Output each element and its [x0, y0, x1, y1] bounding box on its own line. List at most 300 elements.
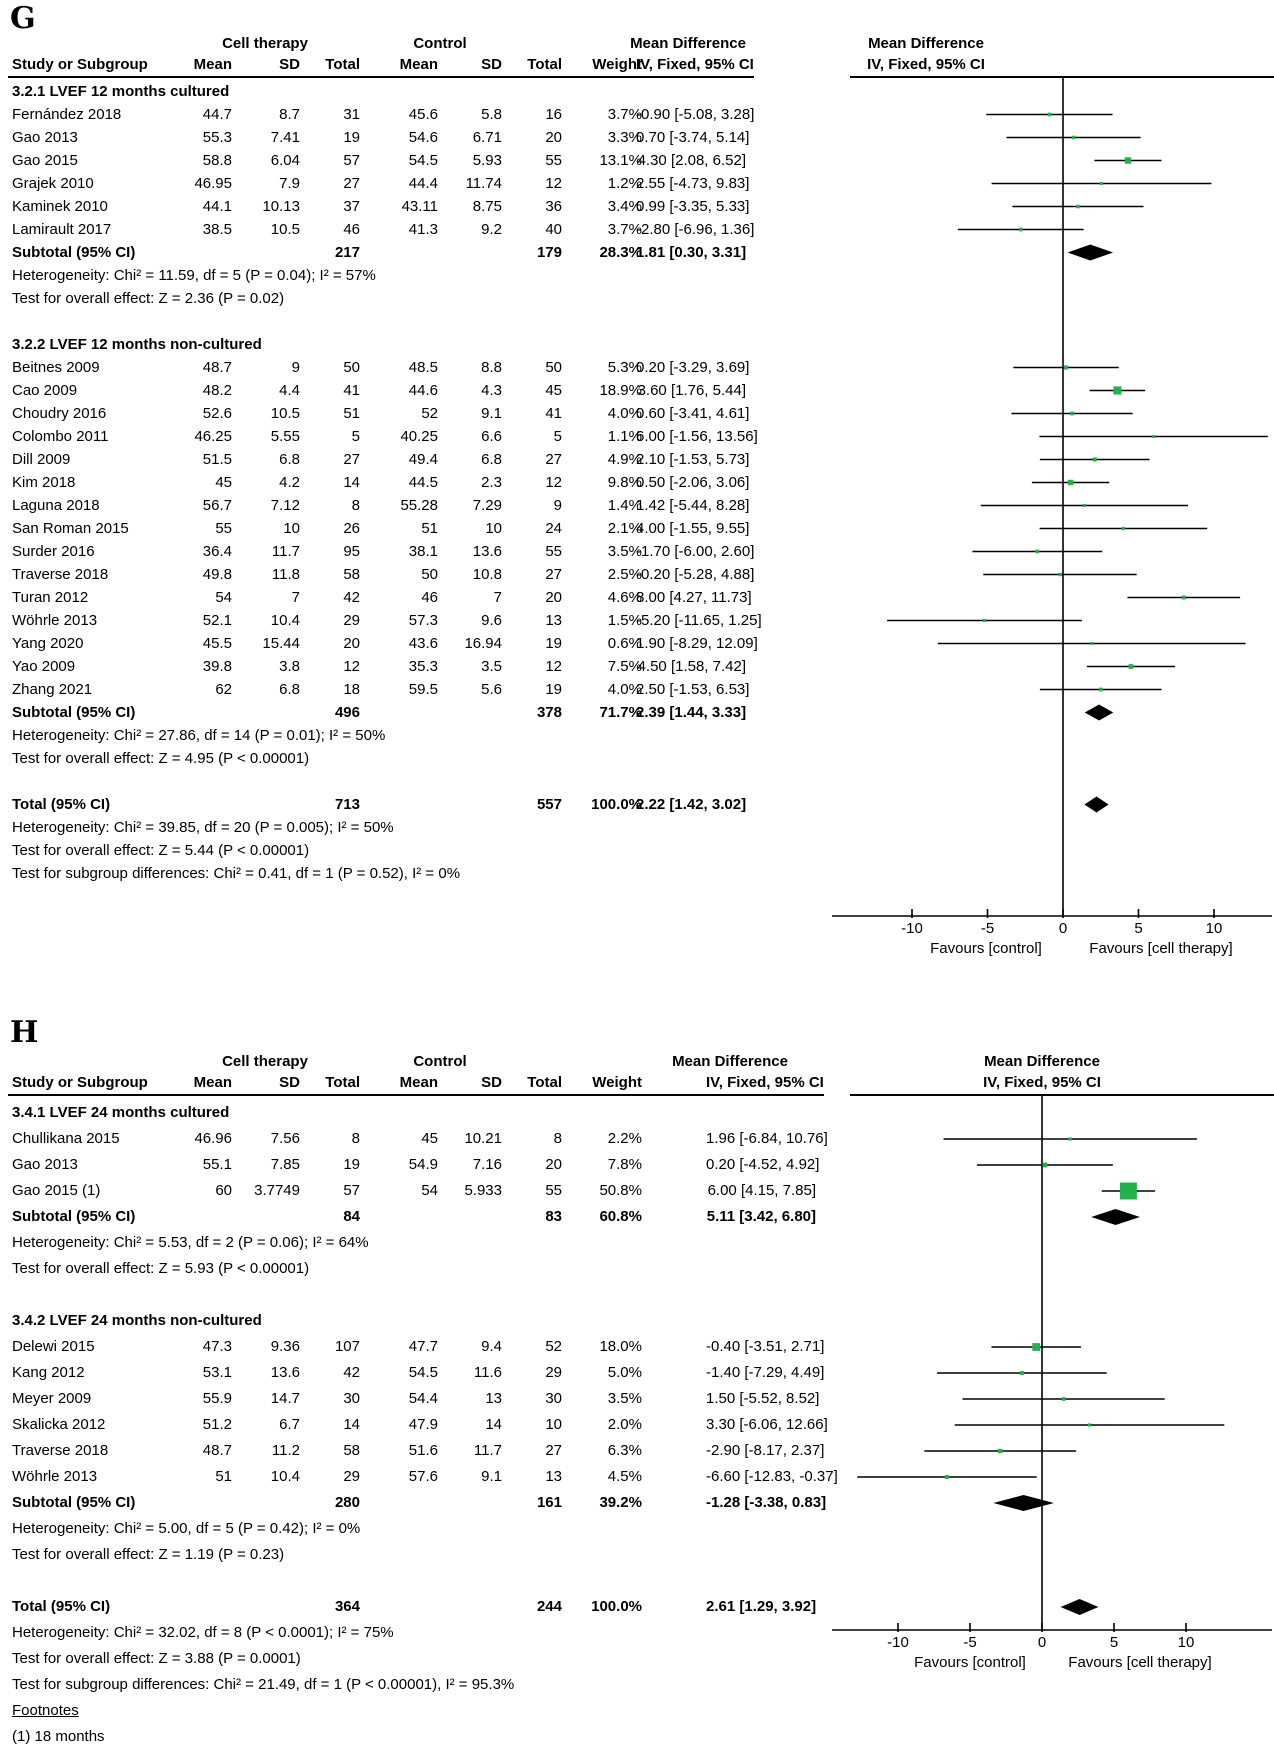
effect-marker: [1093, 457, 1097, 461]
cell-total2: 557: [536, 796, 562, 813]
effect-marker: [1062, 1397, 1066, 1401]
cell-sd2: 4.3: [481, 382, 502, 399]
cell-sd1: 7.56: [270, 1130, 300, 1147]
cell-sd1: 3.8: [279, 658, 300, 675]
cell-total2: 161: [536, 1494, 562, 1511]
col-header-sd1: SD: [279, 1074, 300, 1091]
cell-ci: -5.20 [-11.65, 1.25]: [636, 612, 762, 629]
cell-weight: 7.5%: [607, 658, 642, 675]
study-name: Gao 2013: [12, 129, 78, 146]
stats-note: (1) 18 months: [12, 1728, 105, 1745]
cell-weight: 6.3%: [607, 1442, 642, 1459]
cell-total2: 55: [545, 152, 562, 169]
group-header-control: Control: [413, 35, 467, 52]
cell-mean1: 60: [215, 1182, 232, 1199]
cell-total1: 31: [343, 106, 360, 123]
cell-weight: 3.5%: [607, 1390, 642, 1407]
cell-mean1: 56.7: [202, 497, 232, 514]
col-header-sd2: SD: [481, 1074, 502, 1091]
plot-header-rule: [850, 1094, 1274, 1096]
cell-sd2: 11.74: [465, 175, 502, 192]
cell-sd1: 10.4: [270, 612, 300, 629]
cell-sd1: 15.44: [262, 635, 300, 652]
effect-marker: [1088, 1423, 1091, 1426]
cell-total1: 50: [343, 359, 360, 376]
cell-weight: 4.9%: [607, 451, 642, 468]
cell-ci: 1.50 [-5.52, 8.52]: [706, 1390, 820, 1407]
cell-sd1: 5.55: [270, 428, 300, 445]
cell-weight: 2.0%: [607, 1416, 642, 1433]
panel-label-g: G: [10, 1, 36, 36]
cell-sd1: 3.7749: [254, 1182, 300, 1199]
cell-sd2: 11.7: [473, 1442, 502, 1459]
cell-mean1: 62: [215, 681, 232, 698]
cell-sd1: 6.8: [279, 451, 300, 468]
cell-mean2: 54.5: [408, 1364, 438, 1381]
cell-mean2: 44.4: [408, 175, 438, 192]
cell-total2: 20: [545, 589, 562, 606]
cell-ci: 1.96 [-6.84, 10.76]: [706, 1130, 828, 1147]
cell-total2: 45: [545, 382, 562, 399]
cell-weight: 18.0%: [599, 1338, 642, 1355]
cell-total1: 8: [351, 1130, 360, 1147]
cell-total1: 27: [343, 175, 360, 192]
cell-sd1: 9.36: [270, 1338, 300, 1355]
cell-mean1: 49.8: [202, 566, 232, 583]
stats-note: Test for overall effect: Z = 4.95 (P < 0.00001): [12, 750, 310, 767]
cell-ci: 2.55 [-4.73, 9.83]: [636, 175, 750, 192]
group-header-cell-therapy: Cell therapy: [222, 1053, 308, 1070]
study-name: Turan 2012: [12, 589, 89, 606]
cell-total1: 5: [351, 428, 360, 445]
effect-marker: [1152, 435, 1155, 438]
effect-marker: [1069, 1137, 1072, 1140]
cell-total2: 13: [545, 612, 562, 629]
cell-total2: 40: [545, 221, 562, 238]
cell-ci: 1.90 [-8.29, 12.09]: [636, 635, 758, 652]
cell-mean2: 54.4: [408, 1390, 438, 1407]
cell-mean2: 41.3: [408, 221, 438, 238]
cell-sd2: 14: [485, 1416, 502, 1433]
cell-sd1: 14.7: [270, 1390, 300, 1407]
cell-mean2: 50: [421, 566, 438, 583]
cell-mean1: 52.6: [202, 405, 232, 422]
stats-note: Heterogeneity: Chi² = 5.53, df = 2 (P = 0.06); I² = 64%: [12, 1234, 369, 1251]
col-header-mean1: Mean: [193, 56, 232, 73]
subgroup-heading: 3.2.1 LVEF 12 months cultured: [12, 83, 230, 100]
cell-sd2: 7.16: [472, 1156, 502, 1173]
cell-sd2: 6.8: [481, 451, 502, 468]
cell-mean2: 43.6: [408, 635, 438, 652]
pooled-diamond: [1068, 245, 1113, 261]
cell-sd1: 6.8: [279, 681, 300, 698]
cell-mean2: 54.5: [408, 152, 438, 169]
cell-mean1: 55.3: [202, 129, 232, 146]
study-name: Kang 2012: [12, 1364, 85, 1381]
cell-mean2: 38.1: [408, 543, 438, 560]
study-name: San Roman 2015: [12, 520, 129, 537]
cell-mean1: 51.2: [202, 1416, 232, 1433]
study-name: Kaminek 2010: [12, 198, 108, 215]
cell-total2: 36: [545, 198, 562, 215]
study-name: Choudry 2016: [12, 405, 107, 422]
cell-ci: 0.20 [-4.52, 4.92]: [706, 1156, 820, 1173]
cell-sd1: 7: [291, 589, 300, 606]
cell-total2: 12: [545, 658, 562, 675]
cell-total2: 20: [545, 1156, 562, 1173]
effect-marker: [983, 619, 986, 622]
cell-sd1: 7.85: [270, 1156, 300, 1173]
study-name: Traverse 2018: [12, 566, 109, 583]
study-name: Fernández 2018: [12, 106, 122, 123]
cell-weight: 3.7%: [607, 106, 642, 123]
cell-total2: 52: [545, 1338, 562, 1355]
effect-marker: [1129, 664, 1134, 669]
cell-sd2: 10.21: [464, 1130, 502, 1147]
cell-sd2: 7: [493, 589, 502, 606]
study-name: Wöhrle 2013: [12, 1468, 98, 1485]
cell-total1: 364: [334, 1598, 360, 1615]
effect-measure-header-plot: Mean Difference: [868, 35, 984, 52]
effect-marker: [1070, 412, 1074, 416]
cell-total1: 51: [343, 405, 360, 422]
panel-label-h: H: [10, 1015, 39, 1050]
effect-measure-header-text: Mean Difference: [672, 1053, 788, 1070]
stats-note: Heterogeneity: Chi² = 27.86, df = 14 (P = 0.01); I² = 50%: [12, 727, 386, 744]
cell-sd1: 4.4: [279, 382, 300, 399]
cell-sd2: 9.6: [481, 612, 502, 629]
cell-sd2: 7.29: [472, 497, 502, 514]
group-header-control: Control: [413, 1053, 467, 1070]
study-name: Gao 2015 (1): [12, 1182, 101, 1199]
cell-mean1: 48.7: [202, 359, 232, 376]
stats-note: Heterogeneity: Chi² = 32.02, df = 8 (P < 0.0001); I² = 75%: [12, 1624, 394, 1641]
cell-mean1: 55.1: [202, 1156, 232, 1173]
subgroup-heading: 3.4.2 LVEF 24 months non-cultured: [12, 1312, 262, 1329]
cell-sd2: 9.1: [481, 405, 502, 422]
col-header-total1: Total: [325, 56, 360, 73]
col-header-sd1: SD: [279, 56, 300, 73]
cell-ci: -0.90 [-5.08, 3.28]: [636, 106, 755, 123]
cell-mean1: 55: [215, 520, 232, 537]
cell-sd2: 16.94: [464, 635, 502, 652]
effect-marker: [1120, 1183, 1137, 1200]
cell-total1: 41: [343, 382, 360, 399]
study-name: Lamirault 2017: [12, 221, 112, 238]
cell-sd2: 3.5: [481, 658, 502, 675]
effect-marker: [1036, 550, 1040, 554]
cell-total2: 12: [545, 474, 562, 491]
cell-mean1: 46.25: [194, 428, 232, 445]
cell-ci: 2.22 [1.42, 3.02]: [636, 796, 747, 813]
cell-mean1: 51.5: [202, 451, 232, 468]
cell-ci: 0.50 [-2.06, 3.06]: [636, 474, 750, 491]
favours-right-label: Favours [cell therapy]: [1068, 1654, 1212, 1671]
cell-mean1: 46.96: [194, 1130, 232, 1147]
effect-marker: [1042, 1163, 1047, 1168]
cell-mean2: 45.6: [408, 106, 438, 123]
cell-total2: 27: [545, 566, 562, 583]
cell-total2: 20: [545, 129, 562, 146]
cell-weight: 4.0%: [607, 681, 642, 698]
cell-mean1: 51: [215, 1468, 232, 1485]
pooled-diamond: [1085, 705, 1114, 721]
cell-mean2: 51: [421, 520, 438, 537]
cell-ci: -1.28 [-3.38, 0.83]: [706, 1494, 827, 1511]
cell-mean2: 48.5: [408, 359, 438, 376]
effect-marker: [1100, 182, 1103, 185]
subtotal-label: Subtotal (95% CI): [12, 1208, 136, 1225]
cell-sd2: 8.75: [472, 198, 502, 215]
cell-total1: 84: [343, 1208, 360, 1225]
cell-weight: 9.8%: [607, 474, 642, 491]
cell-weight: 100.0%: [591, 1598, 642, 1615]
cell-sd1: 11.7: [271, 543, 300, 560]
cell-weight: 5.3%: [607, 359, 642, 376]
cell-mean1: 58.8: [202, 152, 232, 169]
axis-tick-label: -5: [980, 920, 995, 937]
cell-mean1: 45.5: [202, 635, 232, 652]
cell-weight: 71.7%: [599, 704, 642, 721]
cell-mean2: 45: [421, 1130, 438, 1147]
cell-total1: 29: [343, 612, 360, 629]
stats-note: Test for subgroup differences: Chi² = 21.49, df = 1 (P < 0.00001), I² = 95.3%: [12, 1676, 515, 1693]
stats-note: Heterogeneity: Chi² = 5.00, df = 5 (P = 0.42); I² = 0%: [12, 1520, 361, 1537]
study-name: Meyer 2009: [12, 1390, 92, 1407]
stats-note: Test for overall effect: Z = 1.19 (P = 0.23): [12, 1546, 285, 1563]
effect-measure-header-text: Mean Difference: [630, 35, 746, 52]
col-header-total2: Total: [527, 1074, 562, 1091]
effect-marker: [1099, 688, 1103, 692]
effect-marker: [1122, 527, 1125, 530]
cell-total2: 83: [545, 1208, 562, 1225]
study-name: Colombo 2011: [12, 428, 109, 445]
cell-total2: 5: [553, 428, 562, 445]
cell-total1: 8: [351, 497, 360, 514]
total-label: Total (95% CI): [12, 796, 111, 813]
cell-weight: 3.3%: [607, 129, 642, 146]
cell-sd1: 11.2: [271, 1442, 300, 1459]
cell-sd1: 8.7: [279, 106, 300, 123]
cell-total2: 13: [545, 1468, 562, 1485]
cell-mean1: 36.4: [202, 543, 232, 560]
cell-mean2: 40.25: [400, 428, 438, 445]
study-name: Gao 2015: [12, 152, 78, 169]
cell-mean2: 35.3: [408, 658, 438, 675]
cell-weight: 2.2%: [607, 1130, 642, 1147]
subtotal-label: Subtotal (95% CI): [12, 704, 136, 721]
cell-weight: 1.2%: [607, 175, 642, 192]
cell-sd2: 2.3: [481, 474, 502, 491]
cell-total2: 27: [545, 1442, 562, 1459]
cell-sd1: 10.4: [270, 1468, 300, 1485]
cell-total2: 9: [553, 497, 562, 514]
cell-total1: 29: [343, 1468, 360, 1485]
cell-ci: 4.00 [-1.55, 9.55]: [636, 520, 750, 537]
cell-ci: -0.20 [-5.28, 4.88]: [636, 566, 755, 583]
study-name: Dill 2009: [12, 451, 71, 468]
cell-total1: 58: [343, 1442, 360, 1459]
cell-ci: -2.90 [-8.17, 2.37]: [706, 1442, 825, 1459]
cell-total1: 20: [343, 635, 360, 652]
cell-mean2: 51.6: [408, 1442, 438, 1459]
footnotes-heading: Footnotes: [12, 1702, 79, 1719]
col-header-weight: Weight: [592, 1074, 642, 1091]
study-name: Laguna 2018: [12, 497, 100, 514]
col-header-mean1: Mean: [193, 1074, 232, 1091]
cell-total1: 27: [343, 451, 360, 468]
axis-tick-label: 0: [1058, 920, 1068, 937]
cell-sd2: 5.8: [481, 106, 502, 123]
cell-ci: 3.60 [1.76, 5.44]: [637, 382, 746, 399]
cell-ci: 1.42 [-5.44, 8.28]: [636, 497, 750, 514]
cell-ci: 3.30 [-6.06, 12.66]: [706, 1416, 828, 1433]
cell-weight: 3.7%: [607, 221, 642, 238]
cell-mean1: 45: [215, 474, 232, 491]
study-name: Wöhrle 2013: [12, 612, 98, 629]
cell-mean1: 52.1: [202, 612, 232, 629]
cell-ci: 2.61 [1.29, 3.92]: [706, 1598, 817, 1615]
cell-weight: 5.0%: [607, 1364, 642, 1381]
col-header-mean2: Mean: [399, 1074, 438, 1091]
cell-weight: 3.5%: [607, 543, 642, 560]
effect-marker: [1019, 228, 1023, 232]
cell-sd1: 13.6: [270, 1364, 300, 1381]
effect-marker: [1090, 642, 1093, 645]
effect-marker: [1048, 113, 1052, 117]
stats-note: Test for overall effect: Z = 5.93 (P < 0.00001): [12, 1260, 310, 1277]
plot-header-ci: IV, Fixed, 95% CI: [983, 1074, 1101, 1091]
cell-weight: 1.4%: [607, 497, 642, 514]
plot-header-ci: IV, Fixed, 95% CI: [867, 56, 985, 73]
cell-total2: 55: [545, 543, 562, 560]
cell-weight: 2.5%: [607, 566, 642, 583]
axis-tick-label: -5: [963, 1634, 977, 1651]
cell-mean2: 47.7: [408, 1338, 438, 1355]
cell-total2: 19: [545, 635, 562, 652]
cell-ci: 4.50 [1.58, 7.42]: [637, 658, 746, 675]
cell-sd1: 10: [283, 520, 300, 537]
effect-marker: [1113, 386, 1121, 394]
effect-marker: [1058, 573, 1061, 576]
study-name: Delewi 2015: [12, 1338, 95, 1355]
cell-mean1: 48.2: [202, 382, 232, 399]
cell-sd2: 9.4: [481, 1338, 502, 1355]
effect-marker: [998, 1449, 1002, 1453]
study-name: Beitnes 2009: [12, 359, 100, 376]
col-header-study: Study or Subgroup: [12, 56, 148, 73]
col-header-ci: IV, Fixed, 95% CI: [636, 56, 754, 73]
cell-sd2: 8.8: [481, 359, 502, 376]
axis-tick-label: 5: [1109, 1634, 1119, 1651]
cell-sd1: 10.13: [262, 198, 300, 215]
cell-ci: 0.20 [-3.29, 3.69]: [636, 359, 750, 376]
cell-total2: 10: [545, 1416, 562, 1433]
cell-sd2: 11.6: [473, 1364, 502, 1381]
effect-marker: [1064, 365, 1068, 369]
cell-total1: 26: [343, 520, 360, 537]
table-header-rule: [8, 1094, 824, 1096]
cell-ci: -1.40 [-7.29, 4.49]: [706, 1364, 825, 1381]
effect-marker: [1125, 157, 1131, 163]
cell-sd2: 6.6: [481, 428, 502, 445]
cell-total1: 18: [343, 681, 360, 698]
study-name: Traverse 2018: [12, 1442, 109, 1459]
cell-mean1: 55.9: [202, 1390, 232, 1407]
cell-mean2: 44.6: [408, 382, 438, 399]
cell-mean2: 44.5: [408, 474, 438, 491]
cell-total2: 50: [545, 359, 562, 376]
effect-marker: [1032, 1343, 1040, 1351]
cell-mean1: 46.95: [194, 175, 232, 192]
col-header-weight: Weight: [592, 56, 642, 73]
cell-weight: 18.9%: [599, 382, 642, 399]
cell-weight: 13.1%: [599, 152, 642, 169]
cell-total2: 30: [545, 1390, 562, 1407]
cell-total2: 16: [545, 106, 562, 123]
cell-total2: 8: [553, 1130, 562, 1147]
cell-weight: 1.1%: [607, 428, 642, 445]
cell-total1: 217: [334, 244, 360, 261]
cell-mean1: 44.1: [202, 198, 232, 215]
cell-total1: 19: [343, 129, 360, 146]
cell-sd2: 5.93: [472, 152, 502, 169]
cell-sd1: 10.5: [270, 405, 300, 422]
cell-sd1: 9: [291, 359, 300, 376]
cell-sd1: 7.41: [270, 129, 300, 146]
favours-left-label: Favours [control]: [914, 1654, 1026, 1671]
cell-sd2: 5.933: [464, 1182, 502, 1199]
cell-total1: 95: [343, 543, 360, 560]
cell-total2: 179: [536, 244, 562, 261]
effect-marker: [1072, 136, 1076, 140]
table-header-rule: [8, 76, 754, 78]
cell-mean2: 43.11: [401, 198, 438, 215]
cell-mean2: 49.4: [408, 451, 438, 468]
cell-weight: 4.0%: [607, 405, 642, 422]
cell-total1: 37: [343, 198, 360, 215]
favours-right-label: Favours [cell therapy]: [1089, 940, 1233, 957]
col-header-sd2: SD: [481, 56, 502, 73]
axis-tick-label: 0: [1037, 1634, 1047, 1651]
effect-marker: [1083, 504, 1086, 507]
axis-tick-label: -10: [901, 920, 923, 937]
total-label: Total (95% CI): [12, 1598, 111, 1615]
cell-sd2: 10: [485, 520, 502, 537]
study-name: Kim 2018: [12, 474, 76, 491]
cell-sd1: 4.2: [279, 474, 300, 491]
cell-weight: 100.0%: [591, 796, 642, 813]
cell-sd1: 6.04: [270, 152, 300, 169]
cell-mean2: 52: [421, 405, 438, 422]
cell-sd1: 11.8: [271, 566, 300, 583]
subgroup-heading: 3.4.1 LVEF 24 months cultured: [12, 1104, 230, 1121]
cell-total2: 378: [536, 704, 562, 721]
cell-ci: 6.00 [-1.56, 13.56]: [636, 428, 758, 445]
cell-mean1: 44.7: [202, 106, 232, 123]
axis-tick-label: -10: [887, 1634, 909, 1651]
cell-mean1: 39.8: [202, 658, 232, 675]
cell-sd2: 9.2: [481, 221, 502, 238]
cell-weight: 2.1%: [607, 520, 642, 537]
cell-sd2: 6.71: [472, 129, 502, 146]
cell-total2: 55: [545, 1182, 562, 1199]
cell-ci: 8.00 [4.27, 11.73]: [636, 589, 752, 606]
effect-measure-header-plot: Mean Difference: [984, 1053, 1100, 1070]
cell-sd2: 9.1: [481, 1468, 502, 1485]
subgroup-heading: 3.2.2 LVEF 12 months non-cultured: [12, 336, 262, 353]
favours-left-label: Favours [control]: [930, 940, 1042, 957]
